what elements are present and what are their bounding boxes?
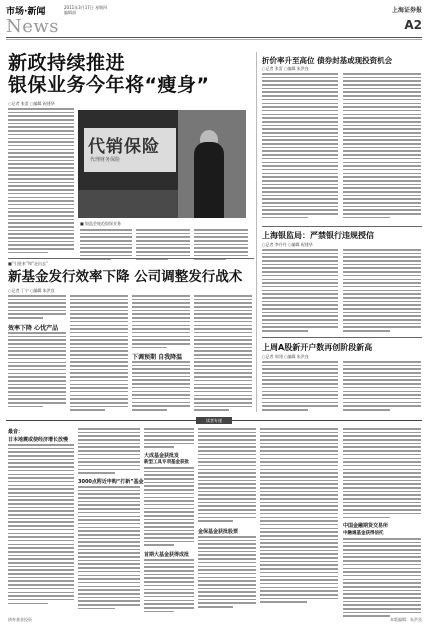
editor-text: 编辑部 [64,10,76,15]
bottom-col7-body-a [343,428,421,520]
right-top-body-b [343,73,421,221]
bottom-col1-body [8,444,74,606]
bottom-col3-body-b [144,467,194,548]
lead-byline: ○记者 张雷 ○编辑 祝建华 [8,101,55,106]
photo-sign-subtext: 代理财务保险 [90,157,121,163]
photo-person [194,142,224,218]
lead-headline-line1: 新政持续推进 [8,52,126,74]
right-low-body-a [262,361,338,413]
right-mid-headline: 上海银监局：严禁银行违规授信 [262,231,374,240]
bottom-col5-head: 金保基金获批股票 [198,529,239,535]
bottom-col5-body-a [198,428,256,524]
column-divider [256,52,257,412]
bottom-col2-head: 3000点附近申购“打新”基金 [78,479,144,485]
masthead [6,4,422,50]
right-top-byline: ○记者 张雷 ○编辑 朱洪良 [262,66,309,71]
lead-headline-line2: 银保业务今年将“瘦身” [8,74,210,96]
band-label: 读者专递 [196,417,232,424]
second-body-col1b [8,332,66,409]
right-top-body-a [262,73,338,221]
lead-headline [8,52,228,96]
paper-name: 上海证券报 [391,7,422,14]
bottom-col6-sub: 中融通基金获得信托 [343,531,384,536]
second-body-col3 [132,295,190,350]
second-body-col3b [132,361,190,413]
second-body-col2 [70,295,128,413]
second-byline: ○记者 丁宁 ○编辑 朱洪良 [8,288,55,293]
second-body-col4 [194,295,252,413]
footer-left: 债券基金投资 [8,617,32,622]
right-top-headline: 折价率升至高位 债券封基或现投资机会 [262,56,393,65]
second-headline: 新基金发行效率下降 公司调整发行战术 [8,269,243,285]
right-low-body-b [343,361,421,413]
page-number: A2 [404,18,422,32]
bottom-col3-sub: 新型工具专项基金获批 [144,460,189,465]
right-low-byline: ○记者 周翎 ○编辑 朱洪良 [262,354,309,359]
right-low-headline: 上周A股新开户数再创阶段新高 [262,343,373,352]
issue-date [64,5,124,15]
section-title: 市场·新闻 [6,7,46,17]
bottom-col4-head: 首期大基金获得成批 [144,552,190,558]
bottom-col1-head: 最音： [8,429,24,435]
lead-photo [78,110,246,218]
right-rule-1 [262,226,422,227]
right-rule-2 [262,337,422,338]
photo-caption: ■ 银监会规范银保业务 [80,221,122,226]
bottom-col4-body [144,559,194,614]
bottom-col2-body-b [78,486,140,611]
bottom-col2-body-a [78,428,140,476]
bottom-col5-body-b [198,536,256,610]
bottom-col6-head: 中国金融期货交易所 [343,523,389,529]
masthead-rule-thin [6,39,422,40]
bottom-col1-sub: 日本地震或使经济增长放慢 [8,437,69,443]
second-story-rule [8,258,254,259]
bottom-col3-head: 大成基金获批发 [144,453,180,459]
masthead-rule [6,37,422,38]
bottom-col6-body-a [260,428,338,605]
lead-body-col1 [8,108,74,256]
second-subhead-1: 效率下降 心忧产品 [8,325,59,332]
right-mid-body-a [262,249,338,334]
right-mid-byline: ○记者 李丹丹 ○编辑 祝建华 [262,242,313,247]
section-english: News [6,16,60,37]
photo-sign-text: 代销保险 [88,137,160,157]
footer-right: 本版编辑：朱洪良 [390,617,422,622]
second-body-col1 [8,295,66,321]
second-kicker: ■“引进来”和“走出去” [8,261,49,266]
date-text: 2011年3月17日 星期四 [64,5,108,10]
second-subhead-2: 下调预期 自我降温 [132,354,183,361]
right-mid-body-b [343,249,421,334]
photo-counter [78,190,178,218]
bottom-col7-body-b [343,538,421,619]
bottom-col3-body-a [144,428,194,450]
